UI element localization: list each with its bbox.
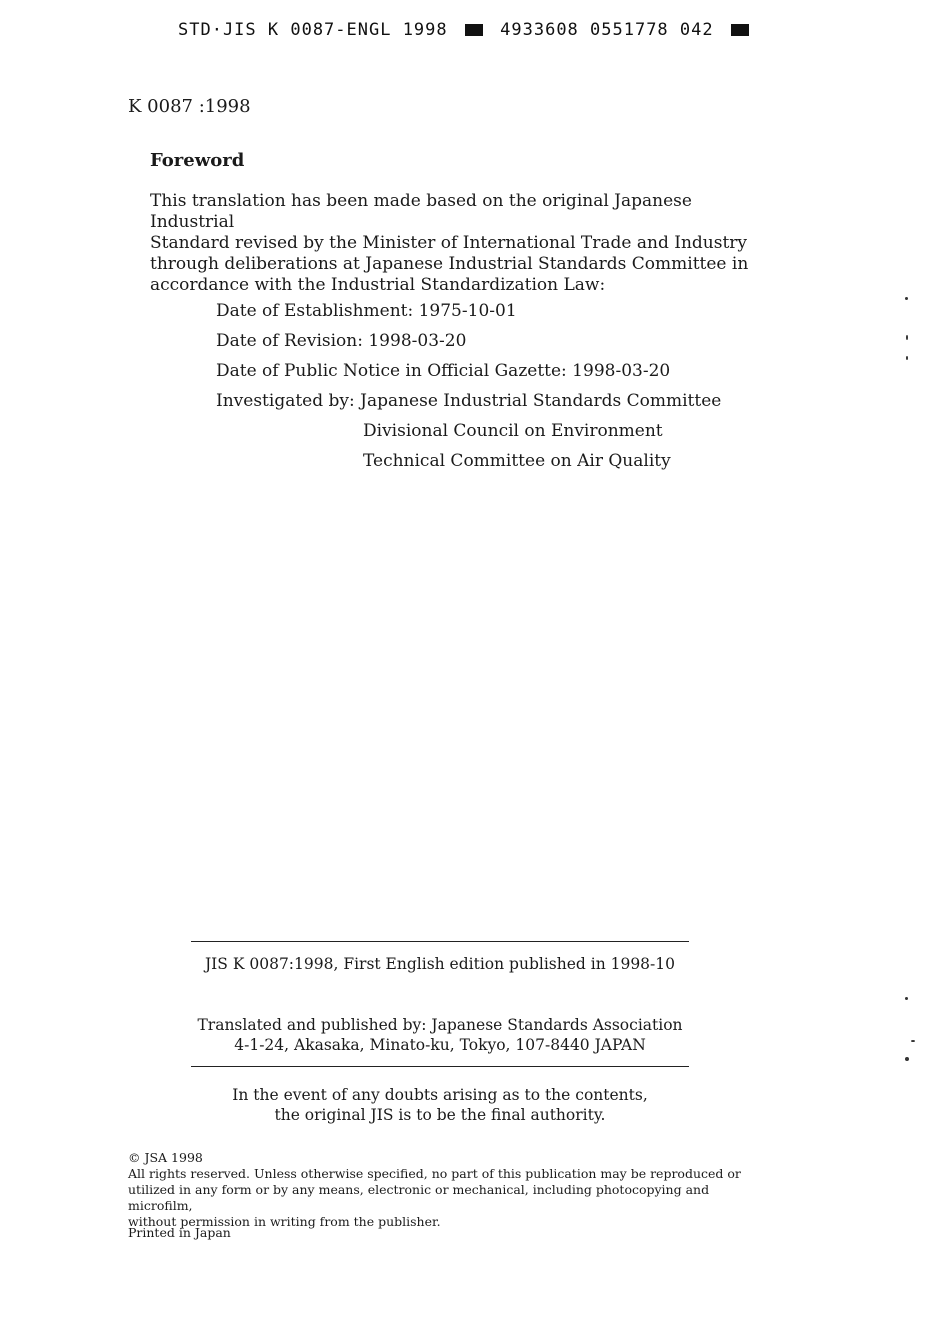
intro-line: This translation has been made based on the original Japanese Industrial xyxy=(150,191,692,232)
edition-note: JIS K 0087:1998, First English edition published in 1998-10 xyxy=(204,955,676,973)
scan-speck xyxy=(911,1040,915,1042)
scan-speck xyxy=(906,335,908,340)
header-block-mark xyxy=(465,24,483,36)
rights-line: All rights reserved. Unless otherwise specified, no part of this publication may be reproduced or xyxy=(128,1166,741,1181)
intro-line: through deliberations at Japanese Industrial Standards Committee in xyxy=(150,254,749,274)
rights-line: without permission in writing from the publisher. xyxy=(128,1214,441,1229)
foreword-intro xyxy=(150,191,762,296)
divisional-council: Divisional Council on Environment xyxy=(363,421,663,441)
legal-notice xyxy=(128,1150,768,1230)
publisher-block xyxy=(191,1015,689,1055)
rights-line: utilized in any form or by any means, electronic or mechanical, including photocopying and microfilm, xyxy=(128,1182,710,1213)
scan-speck xyxy=(905,997,908,1000)
copyright: © JSA 1998 xyxy=(128,1150,203,1165)
scan-speck xyxy=(905,297,908,300)
header-code-part2: 4933608 0551778 042 xyxy=(500,20,714,40)
document-header-code xyxy=(178,20,755,40)
printed-in: Printed in Japan xyxy=(128,1225,231,1240)
publisher-address: 4-1-24, Akasaka, Minato-ku, Tokyo, 107-8440 JAPAN xyxy=(234,1036,646,1054)
header-code-part1: STD·JIS K 0087-ENGL 1998 xyxy=(178,20,448,40)
divider-top xyxy=(191,941,689,942)
date-of-establishment: Date of Establishment: 1975-10-01 xyxy=(216,301,517,321)
dates-block xyxy=(216,296,721,476)
doc-number: K 0087 :1998 xyxy=(128,96,251,117)
foreword-title: Foreword xyxy=(150,150,245,171)
technical-committee: Technical Committee on Air Quality xyxy=(363,451,671,471)
authority-line: In the event of any doubts arising as to the contents, xyxy=(232,1086,648,1104)
authority-line: the original JIS is to be the final authority. xyxy=(274,1106,606,1124)
intro-line: Standard revised by the Minister of International Trade and Industry xyxy=(150,233,748,253)
scan-speck xyxy=(906,356,908,360)
authority-note xyxy=(191,1085,689,1125)
scan-speck xyxy=(905,1057,909,1061)
divider-bottom xyxy=(191,1066,689,1067)
date-of-revision: Date of Revision: 1998-03-20 xyxy=(216,331,467,351)
header-block-mark-end xyxy=(731,24,749,36)
date-of-public-notice: Date of Public Notice in Official Gazette: 1998-03-20 xyxy=(216,361,671,381)
intro-line: accordance with the Industrial Standardization Law: xyxy=(150,275,606,295)
publisher-line: Translated and published by: Japanese Standards Association xyxy=(197,1016,683,1034)
investigated-by: Investigated by: Japanese Industrial Standards Committee xyxy=(216,391,722,411)
